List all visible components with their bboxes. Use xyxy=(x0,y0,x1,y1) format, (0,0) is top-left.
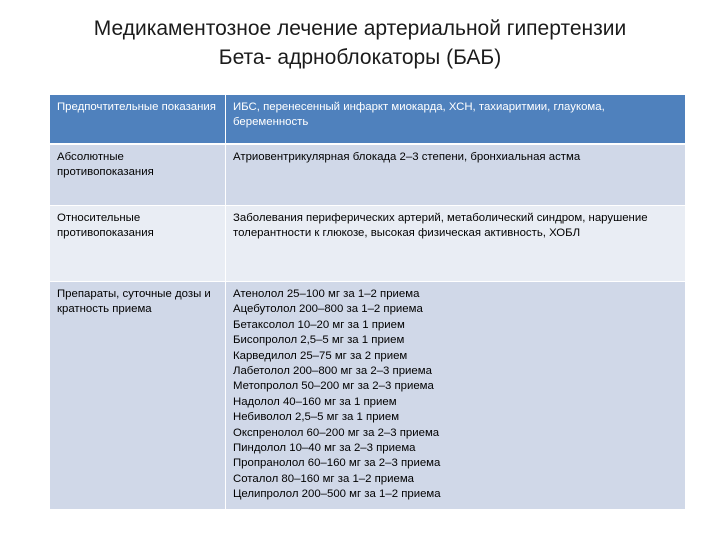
row-value-cell: ИБС, перенесенный инфаркт миокарда, ХСН, тахиаритмии, глаукома, беременность xyxy=(226,95,686,144)
table-row-drugs-doses xyxy=(50,282,685,510)
drug-line-atenolol: Атенолол 25–100 мг за 1–2 приема xyxy=(233,288,420,300)
row-label-cell: Относительные противопоказания xyxy=(50,206,226,282)
slide-title xyxy=(0,14,720,72)
drug-line-carvedilol: Карведилол 25–75 мг за 2 прием xyxy=(233,349,408,362)
drug-line-bisoprolol: Бисопролол 2,5–5 мг за 1 прием xyxy=(233,334,405,347)
table-row-relative-contraindications xyxy=(50,206,685,282)
title-line-2: Бета- адрноблокаторы (БАБ) xyxy=(218,46,502,69)
row-value-cell: Заболевания периферических артерий, метаболический синдром, нарушение толерантности к глюкозе, высокая физическая активность, ХОБЛ xyxy=(226,206,686,282)
drug-line-acebutolol: Ацебутолол 200–800 за 1–2 приема xyxy=(233,303,423,316)
row-label-cell: Предпочтительные показания xyxy=(50,95,226,144)
table-row-preferred-indications xyxy=(50,95,685,144)
drug-line-labetalol: Лабетолол 200–800 мг за 2–3 приема xyxy=(233,365,432,378)
table-row-absolute-contraindications xyxy=(50,144,685,206)
row-value-cell: Атриовентрикулярная блокада 2–3 степени, бронхиальная астма xyxy=(226,144,686,206)
drug-line-oxprenolol: Окспренолол 60–200 мг за 2–3 приема xyxy=(233,426,440,439)
drug-line-propranolol: Пропранолол 60–160 мг за 2–3 приема xyxy=(233,457,441,470)
title-line-1: Медикаментозное лечение артериальной гипертензии xyxy=(93,17,627,40)
row-label-cell: Препараты, суточные дозы и кратность приема xyxy=(50,282,226,510)
drug-line-metoprolol: Метопролол 50–200 мг за 2–3 приема xyxy=(233,380,434,393)
drug-line-nebivolol: Небиволол 2,5–5 мг за 1 прием xyxy=(233,411,400,424)
row-label-cell: Абсолютные противопоказания xyxy=(50,144,226,206)
drug-list-cell xyxy=(226,282,686,510)
drug-line-pindolol: Пиндолол 10–40 мг за 2–3 приема xyxy=(233,442,416,455)
drug-line-betaxolol: Бетаксолол 10–20 мг за 1 прием xyxy=(233,318,405,331)
drug-line-celiprolol: Целипролол 200–500 мг за 1–2 приема xyxy=(233,488,441,501)
drug-line-nadolol: Надолол 40–160 мг за 1 прием xyxy=(233,395,397,408)
indications-table xyxy=(50,95,685,510)
drug-line-sotalol: Соталол 80–160 мг за 1–2 приема xyxy=(233,472,414,485)
